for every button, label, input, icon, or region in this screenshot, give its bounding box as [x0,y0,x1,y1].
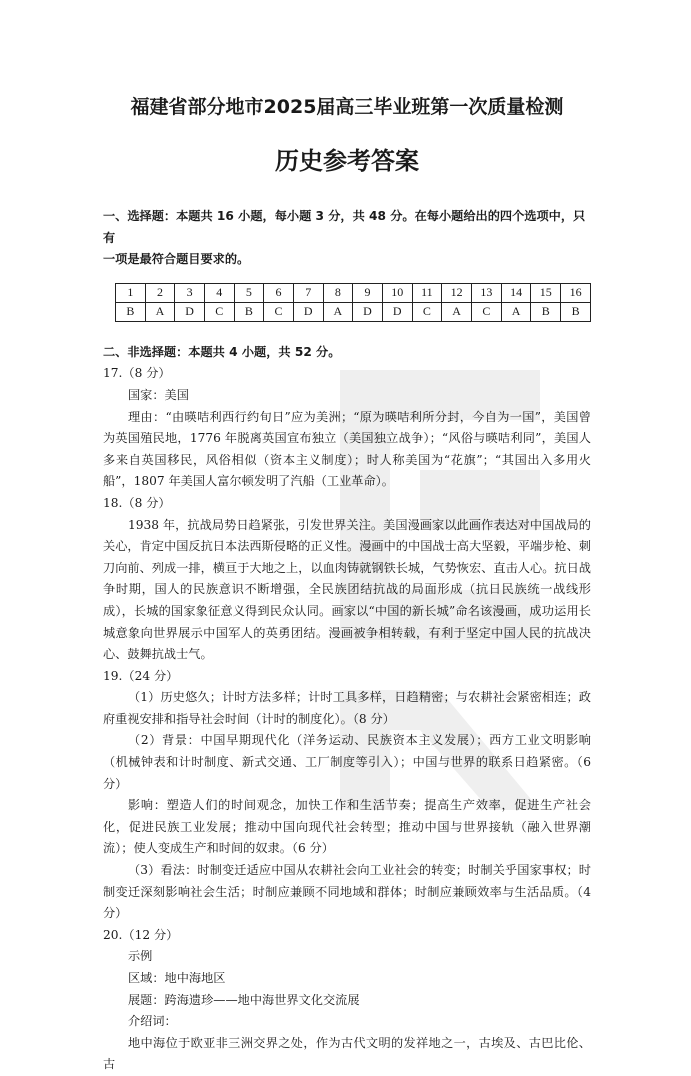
answer-cell: B [531,302,561,321]
q20-region: 区域：地中海地区 [128,971,226,985]
answer-cell: C [412,302,442,321]
q18-number: 18.（8 分） [103,495,171,510]
answer-cell: A [442,302,472,321]
q20-example: 示例 [128,949,153,964]
question-number: 8 [323,283,353,302]
q19-part2-impact: 影响：塑造人们的时间观念，加快工作和生活节奏；提高生产效率，促进生产社会化，促进民族工业发展；推动中国向现代社会转型；推动中国与世界接轨（融入世界潮流）；使人变成生产和时间的奴隶。（6 分） [103,798,591,856]
answer-cell: A [501,302,531,321]
answer-cell: D [382,302,412,321]
question-number: 2 [145,283,175,302]
q19-part2-background: （2）背景：中国早期现代化（洋务运动、民族资本主义发展）；西方工业文明影响（机械钟表和计时制度、新式交通、工厂制度等引入）；中国与世界的联系日趋紧密。（6 分） [103,733,591,791]
q20-number: 20.（12 分） [103,927,179,942]
question-number: 4 [204,283,234,302]
question-number: 15 [531,283,561,302]
question-number: 5 [234,283,264,302]
answer-cell: C [471,302,501,321]
q20-exhibit: 展题：跨海遗珍——地中海世界文化交流展 [128,992,360,1007]
section-nonchoice-heading: 二、非选择题：本题共 4 小题，共 52 分。 [103,344,341,359]
question-number: 13 [471,283,501,302]
answer-title: 历史参考答案 [275,147,419,175]
answer-cell: D [175,302,205,321]
q17-country: 国家：美国 [128,387,189,402]
answer-cell: C [204,302,234,321]
q20-intro-label: 介绍词： [128,1014,177,1029]
question-number: 11 [412,283,442,302]
answer-table-answers-row [116,302,591,321]
question-number: 12 [442,283,472,302]
question-number: 7 [293,283,323,302]
answer-cell: C [264,302,294,321]
answer-table-numbers-row [116,283,591,302]
q20-text: 地中海位于欧亚非三洲交界之处，作为古代文明的发祥地之一，古埃及、古巴比伦、古 [103,1035,591,1072]
q17-reason: 理由：“由暎咭利西行约旬日”应为美洲；“原为暎咭利所分封，今自为一国”，美国曾为英国殖民地，1776 年脱离英国宣布独立（美国独立战争）；“风俗与暎咭利同”，美国人多来自英国移民，风俗相似（资本主义制度）；时人称美国为“花旗”；“其国出入多用火船”，1807 年美国人富尔顿发明了汽船（工业革命）。 [103,409,591,489]
answer-cell: D [293,302,323,321]
answer-cell: D [353,302,383,321]
section-choice-instruction-2: 一项是最符合题目要求的。 [103,252,250,267]
exam-title: 福建省部分地市2025届高三毕业班第一次质量检测 [130,96,564,118]
section-choice [103,206,591,322]
answer-cell: B [234,302,264,321]
answer-cell: B [116,302,146,321]
section-nonchoice [103,342,591,1076]
answer-cell: B [561,302,591,321]
question-number: 3 [175,283,205,302]
question-number: 6 [264,283,294,302]
q17-number: 17.（8 分） [103,366,171,381]
q19-number: 19.（24 分） [103,668,179,683]
section-choice-instruction-1: 一、选择题：本题共 16 小题，每小题 3 分，共 48 分。在每小题给出的四个选项中，只有 [103,209,586,245]
answer-cell: A [323,302,353,321]
answer-cell: A [145,302,175,321]
question-number: 14 [501,283,531,302]
q19-part1: （1）历史悠久；计时方法多样；计时工具多样，日趋精密；与农耕社会紧密相连；政府重视安排和指导社会时间（计时的制度化）。（8 分） [103,690,591,726]
question-number: 9 [353,283,383,302]
question-number: 1 [116,283,146,302]
question-number: 10 [382,283,412,302]
q19-part3: （3）看法：时制变迁适应中国从农耕社会向工业社会的转变；时制关乎国家事权；时制变迁深刻影响社会生活；时制应兼顾不同地域和群体；时制应兼顾效率与生活品质。（4 分） [103,863,591,921]
answer-table [115,283,591,322]
question-number: 16 [561,283,591,302]
q18-text: 1938 年，抗战局势日趋紧张，引发世界关注。美国漫画家以此画作表达对中国战局的关心，肯定中国反抗日本法西斯侵略的正义性。漫画中的中国战士高大坚毅，平端步枪、刺刀向前、列成一排，横亘于大地之上，以血肉铸就钢铁长城，气势恢宏、直击人心。抗日战争时期，国人的民族意识不断增强，全民族团结抗战的局面形成（抗日民族统一战线形成），长城的国家象征意义得到民众认同。画家以“中国的新长城”命名该漫画，成功运用长城意象向世界展示中国军人的英勇团结。漫画被争相转载，有利于坚定中国人民的抗战决心、鼓舞抗战士气。 [103,517,591,662]
